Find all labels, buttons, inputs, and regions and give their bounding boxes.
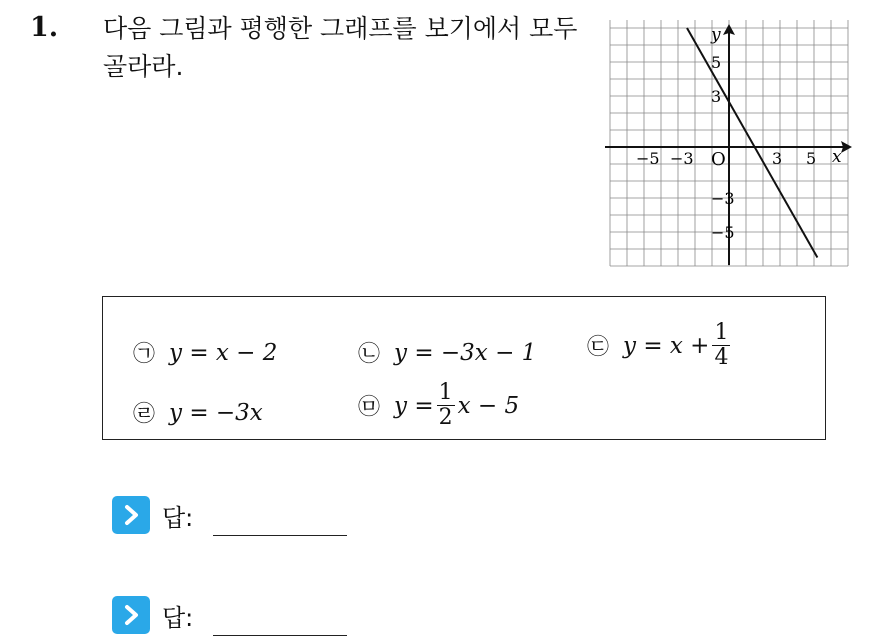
- answer-label: 답:: [162, 503, 194, 532]
- answer-blank-2[interactable]: [213, 635, 347, 636]
- choice-mark: ㉠: [133, 342, 156, 367]
- chevron-right-icon: [112, 496, 150, 534]
- choice-mark: ㉤: [358, 395, 381, 420]
- fraction-denominator: 2: [438, 405, 453, 430]
- x-tick-label: 3: [772, 149, 783, 168]
- origin-label: O: [711, 149, 726, 170]
- choice-4: [133, 397, 263, 428]
- fraction-numerator: 1: [438, 380, 453, 405]
- choice-expression-rest: x − 5: [457, 392, 520, 419]
- x-tick-label: −3: [670, 149, 694, 168]
- choice-expression: y = x +: [623, 332, 710, 359]
- choice-expression: y = x − 2: [169, 339, 278, 366]
- choice-mark: ㉣: [133, 402, 156, 427]
- question-number: 1.: [30, 12, 59, 43]
- choice-mark: ㉢: [587, 335, 610, 360]
- choice-expression: y =: [394, 392, 434, 419]
- fraction-numerator: 1: [714, 320, 729, 345]
- y-tick-label: 5: [711, 53, 722, 72]
- choice-1: [133, 337, 277, 368]
- answer-blank-1[interactable]: [213, 535, 347, 536]
- choice-3: [587, 321, 733, 370]
- y-tick-label: −5: [711, 223, 735, 242]
- chevron-right-icon: [112, 596, 150, 634]
- x-tick-label: −5: [636, 149, 660, 168]
- coordinate-graph: [605, 20, 855, 270]
- y-axis-label: y: [711, 25, 721, 45]
- choice-expression: y = −3x − 1: [394, 339, 537, 366]
- question-text: 다음 그림과 평행한 그래프를 보기에서 모두 골라라.: [103, 14, 578, 81]
- y-tick-label: 3: [711, 87, 722, 106]
- answer-row-2: [112, 596, 193, 634]
- x-axis-label: x: [832, 147, 842, 167]
- answer-label: 답:: [162, 603, 194, 632]
- choice-2: [358, 337, 536, 368]
- choices-box: [102, 296, 826, 440]
- x-tick-label: 5: [806, 149, 817, 168]
- choice-expression: y = −3x: [169, 399, 263, 426]
- fraction: [437, 381, 455, 430]
- y-tick-label: −3: [711, 189, 735, 208]
- fraction-denominator: 4: [714, 345, 729, 370]
- choice-5: [358, 381, 519, 430]
- series-line: [687, 28, 817, 258]
- choice-mark: ㉡: [358, 342, 381, 367]
- answer-row-1: [112, 496, 193, 534]
- fraction: [712, 321, 730, 370]
